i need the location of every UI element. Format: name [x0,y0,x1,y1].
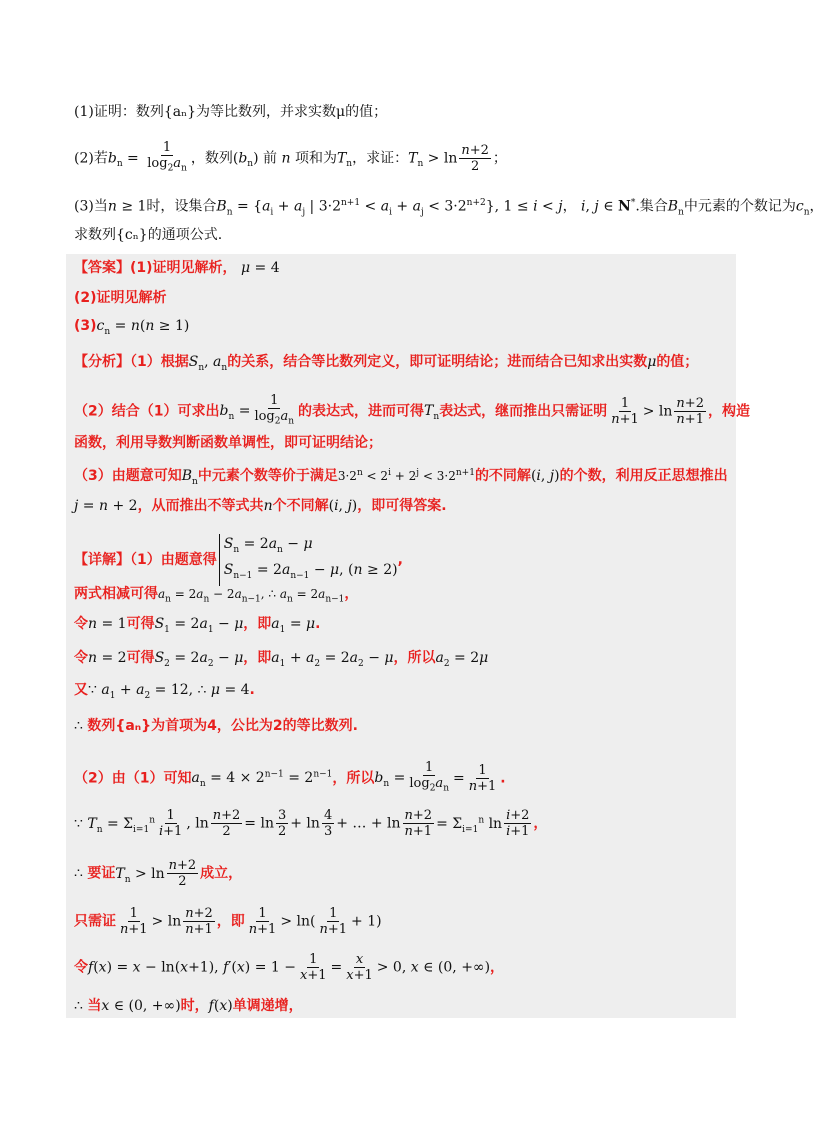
detail-line-9: ∴ 要证$T_n > \ln$ $\frac{n+2}{2}$ 成立， [74,858,243,889]
detail-line-11: 令f(x) = x − ln(x+1), f′(x) = 1 − $\frac{1}{x+1}$ = $\frac{x}{x+1}$ > 0, x ∈ (0, +∞)， [74,952,505,983]
question-part-2: (2)若$b_n$ = $\frac{1}{\log_2a_n}$ ，数列$(b_n)$ 前 n 项和为$T_n$，求证：$T_n > \ln$ $\frac{n+2}{2}$ ； [74,140,507,174]
analysis-line-3: 函数，利用导数判断函数单调性，即可证明结论； [74,435,382,451]
answer-line-1: 【答案】(1)证明见解析， μ = 4 [74,260,280,276]
analysis-line-1: 【分析】（1）根据$S_n$, $a_n$的关系，结合等比数列定义，即可证明结论；进而结合已知求出实数μ的值； [74,354,699,373]
question-part-1: (1)证明：数列{aₙ}为等比数列，并求实数μ的值； [74,104,388,120]
detail-line-7: （2）由（1）可知$a_n = 4 \times 2^{n-1} = 2^{n-1}$，所以$b_n$ = $\frac{1}{\log_2a_n}$ = $\frac{1}{n+1}$ . [74,760,506,794]
detail-line-12: ∴ 当x ∈ (0, +∞)时，f(x)单调递增， [74,998,303,1014]
detail-line-5: 又∵ $a_1 + a_2 = 12$, ∴ μ = 4. [74,682,255,701]
answer-line-2: (2)证明见解析 [74,290,167,306]
answer-line-3: $(3)c_n = n(n \ge 1)$ [74,318,190,337]
analysis-line-5: j = n + 2，从而推出不等式共n个不同解(i, j)，即可得答案. [74,498,447,514]
detail-line-3: 令n = 1可得$S_1 = 2a_1 - \mu$，即$a_1 = \mu$. [74,616,321,635]
question-part-3-line-2: 求数列{cₙ}的通项公式. [74,227,223,243]
analysis-line-2: （2）结合（1）可求出$b_n$ = $\frac{1}{\log_2a_n}$ 的表达式，进而可得$T_n$表达式，继而推出只需证明 $\frac{1}{n+1}$ > ln $\frac{n+2}{n+1}$ ，构造 [74,393,750,427]
detail-line-1: 【详解】（1）由题意得 $S_n = 2a_n - \mu$ $S_{n-1} = 2a_{n-1} - \mu$, (n ≥ 2) , [74,534,403,586]
detail-line-8: ∵ $T_n = \Sigma_{i=1}^n$ $\frac{1}{i+1}$ , ln $\frac{n+2}{2}$ = ln $\frac{3}{2}$ + ln $\frac{4}{3}$ + … + ln $\frac{n+2}{n+1}$ = $\Sigma_{i=1}^n$ ln $\frac{i+2}{i+1}$ ， [74,808,548,839]
detail-line-6: ∴ 数列{aₙ}为首项为4，公比为2的等比数列. [74,718,358,734]
detail-line-4: 令n = 2可得$S_2 = 2a_2 - \mu$，即$a_1 + a_2 = 2a_2 - \mu$，所以$a_2 = 2\mu$ [74,650,489,669]
detail-line-2: 两式相减可得$a_n = 2a_n - 2a_{n-1}$, ∴ $a_n = 2a_{n-1}$， [74,586,359,605]
question-part-3: (3)当n ≥ 1时，设集合$B_n = \{a_i + a_j$ | $3\cdot 2^{n+1} < a_i + a_j < 3\cdot 2^{n+2}$}, 1 ≤ i < j， i, j ∈ N*.集合$B_n$中元素的个数记为$c_n$， [74,198,824,218]
detail-line-10: 只需证 $\frac{1}{n+1}$ > ln $\frac{n+2}{n+1}$ ，即 $\frac{1}{n+1}$ > ln( $\frac{1}{n+1}$ + 1) [74,906,382,937]
analysis-line-4: （3）由题意可知$B_n$中元素个数等价于满足$3\cdot 2^n < 2^i + 2^j < 3\cdot 2^{n+1}$的不同解(i, j)的个数，利用反正思想推出 [74,468,728,487]
